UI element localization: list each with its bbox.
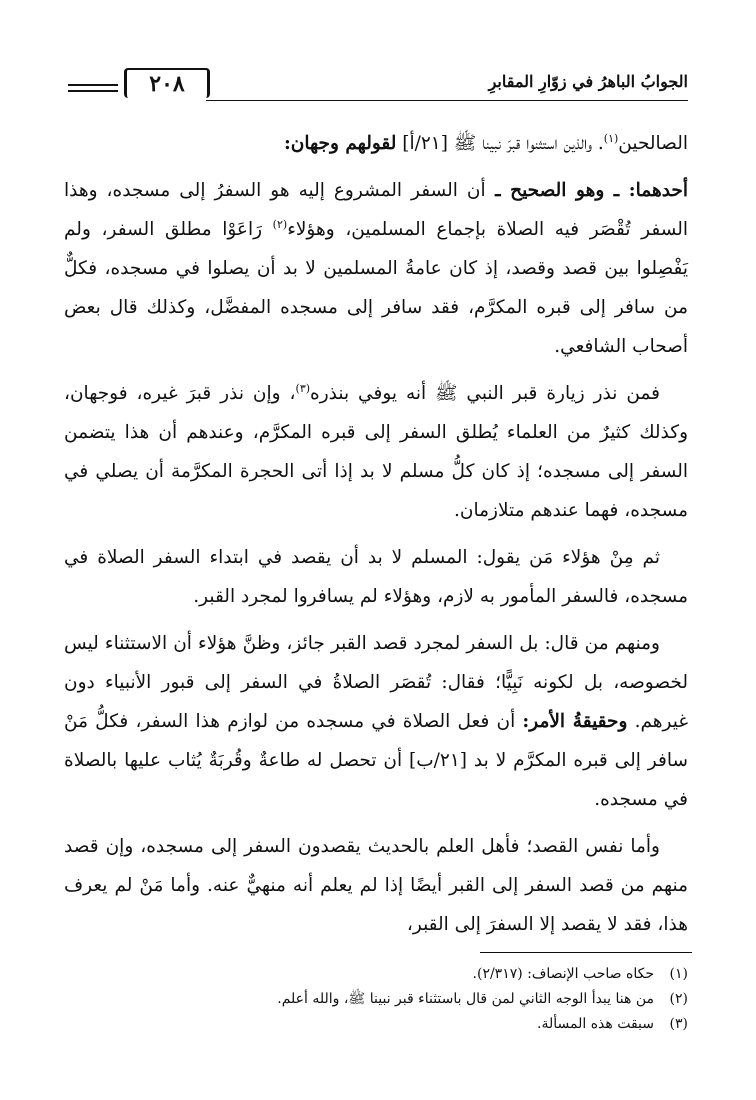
header-underline [206,100,688,101]
paragraph [64,827,688,944]
header-decorative-rule [68,90,118,92]
paragraph [64,374,688,530]
bold-text: وحقيقةُ الأمر: [522,711,628,732]
text-run: أن السفر المشروع إليه هو السفرُ إلى مسجده، وهذا السفر تُقْصَر فيه الصلاة بإجماع المسلمين، وهؤلاء [64,180,688,240]
text-run: . والذين استثنوا قبرَ نبينا ﷺ [٢١/أ] [396,133,604,154]
footnote [64,987,688,1012]
text-run: ثم مِنْ هؤلاء مَن يقول: المسلم لا بد أن يقصد في ابتداء السفر الصلاة في مسجده، فالسفر المأمور به لازم، وهؤلاء لم يسافروا لمجرد القبر. [64,547,688,607]
paragraph [64,171,688,366]
bold-text: أحدهما: ـ وهو الصحيح ـ [485,180,688,201]
text-run: أن فعل الصلاة في مسجده من لوازم هذا السفر، فكلُّ مَنْ سافر إلى قبره المكرَّم لا بد [٢١/ب] أن تحصل له طاعةٌ وقُربَةٌ يُثاب عليها بالصلاة في مسجده. [64,711,688,810]
footnote-number: (٢) [669,991,688,1007]
text-run: ، وإن نذر قبرَ غيره، فوجهان، وكذلك كثيرٌ من العلماء يُطلق السفر إلى قبره المكرَّم، وعندهم أن هذا يتضمن السفر إلى مسجده؛ إذ كان كلُّ مسلم لا بد إذا أتى الحجرة المكرَّمة أن يصلي في مسجده، فهما عندهم متلازمان. [64,383,688,521]
footnote-text: حكاه صاحب الإنصاف: (٢/٣١٧). [472,966,654,982]
running-title: الجوابُ الباهرُ في زوّارِ المقابرِ [488,72,688,91]
footnote-ref: (١) [603,131,619,145]
main-text [64,124,688,944]
text-run: فمن نذر زيارة قبر النبي ﷺ أنه يوفي بنذره [310,383,660,404]
text-run: رَاعَوْا مطلق السفر، ولم يَفْصِلوا بين قصد وقصد، إذ كان عامةُ المسلمين لا بد أن يصلوا في مسجده، فكلٌّ من سافر إلى قبره المكرَّم، فقد سافر إلى مسجده المفضَّل، وكذلك قال بعض أصحاب الشافعي. [64,219,688,357]
footnote-separator [480,952,692,953]
footnote [64,962,688,987]
bold-text: لقولهم وجهان: [283,133,397,154]
header-decorative-rule [68,84,118,86]
page-header [64,64,688,108]
footnotes [64,962,688,1037]
footnote-text: سبقت هذه المسألة. [537,1016,654,1032]
footnote [64,1012,688,1037]
footnote-number: (١) [669,966,688,982]
footnote-ref: (٢) [272,217,288,231]
paragraph [64,124,688,163]
footnote-number: (٣) [669,1016,688,1032]
paragraph [64,538,688,616]
text-run: الصالحين [618,133,688,154]
footnote-text: من هنا يبدأ الوجه الثاني لمن قال باستثناء قبر نبينا ﷺ، والله أعلم. [277,991,654,1007]
text-run: ومنهم من قال: بل السفر لمجرد قصد القبر جائز، وظنَّ هؤلاء أن الاستثناء ليس لخصوصه، بل لكونه نَبِيًّا؛ فقال: تُقصَر الصلاةُ في السفر إلى قبور الأنبياء دون غيرهم. [64,633,688,732]
paragraph [64,624,688,819]
footnote-ref: (٣) [295,381,311,395]
text-run: وأما نفس القصد؛ فأهل العلم بالحديث يقصدون السفر إلى مسجده، وإن قصد منهم من قصد السفر إلى القبر أيضًا إذا لم يعلم أنه منهيٌّ عنه. وأما مَنْ لم يعرف هذا، فقد لا يقصد إلا السفرَ إلى القبر، [64,836,688,935]
page-number: ٢٠٨ [124,68,210,98]
